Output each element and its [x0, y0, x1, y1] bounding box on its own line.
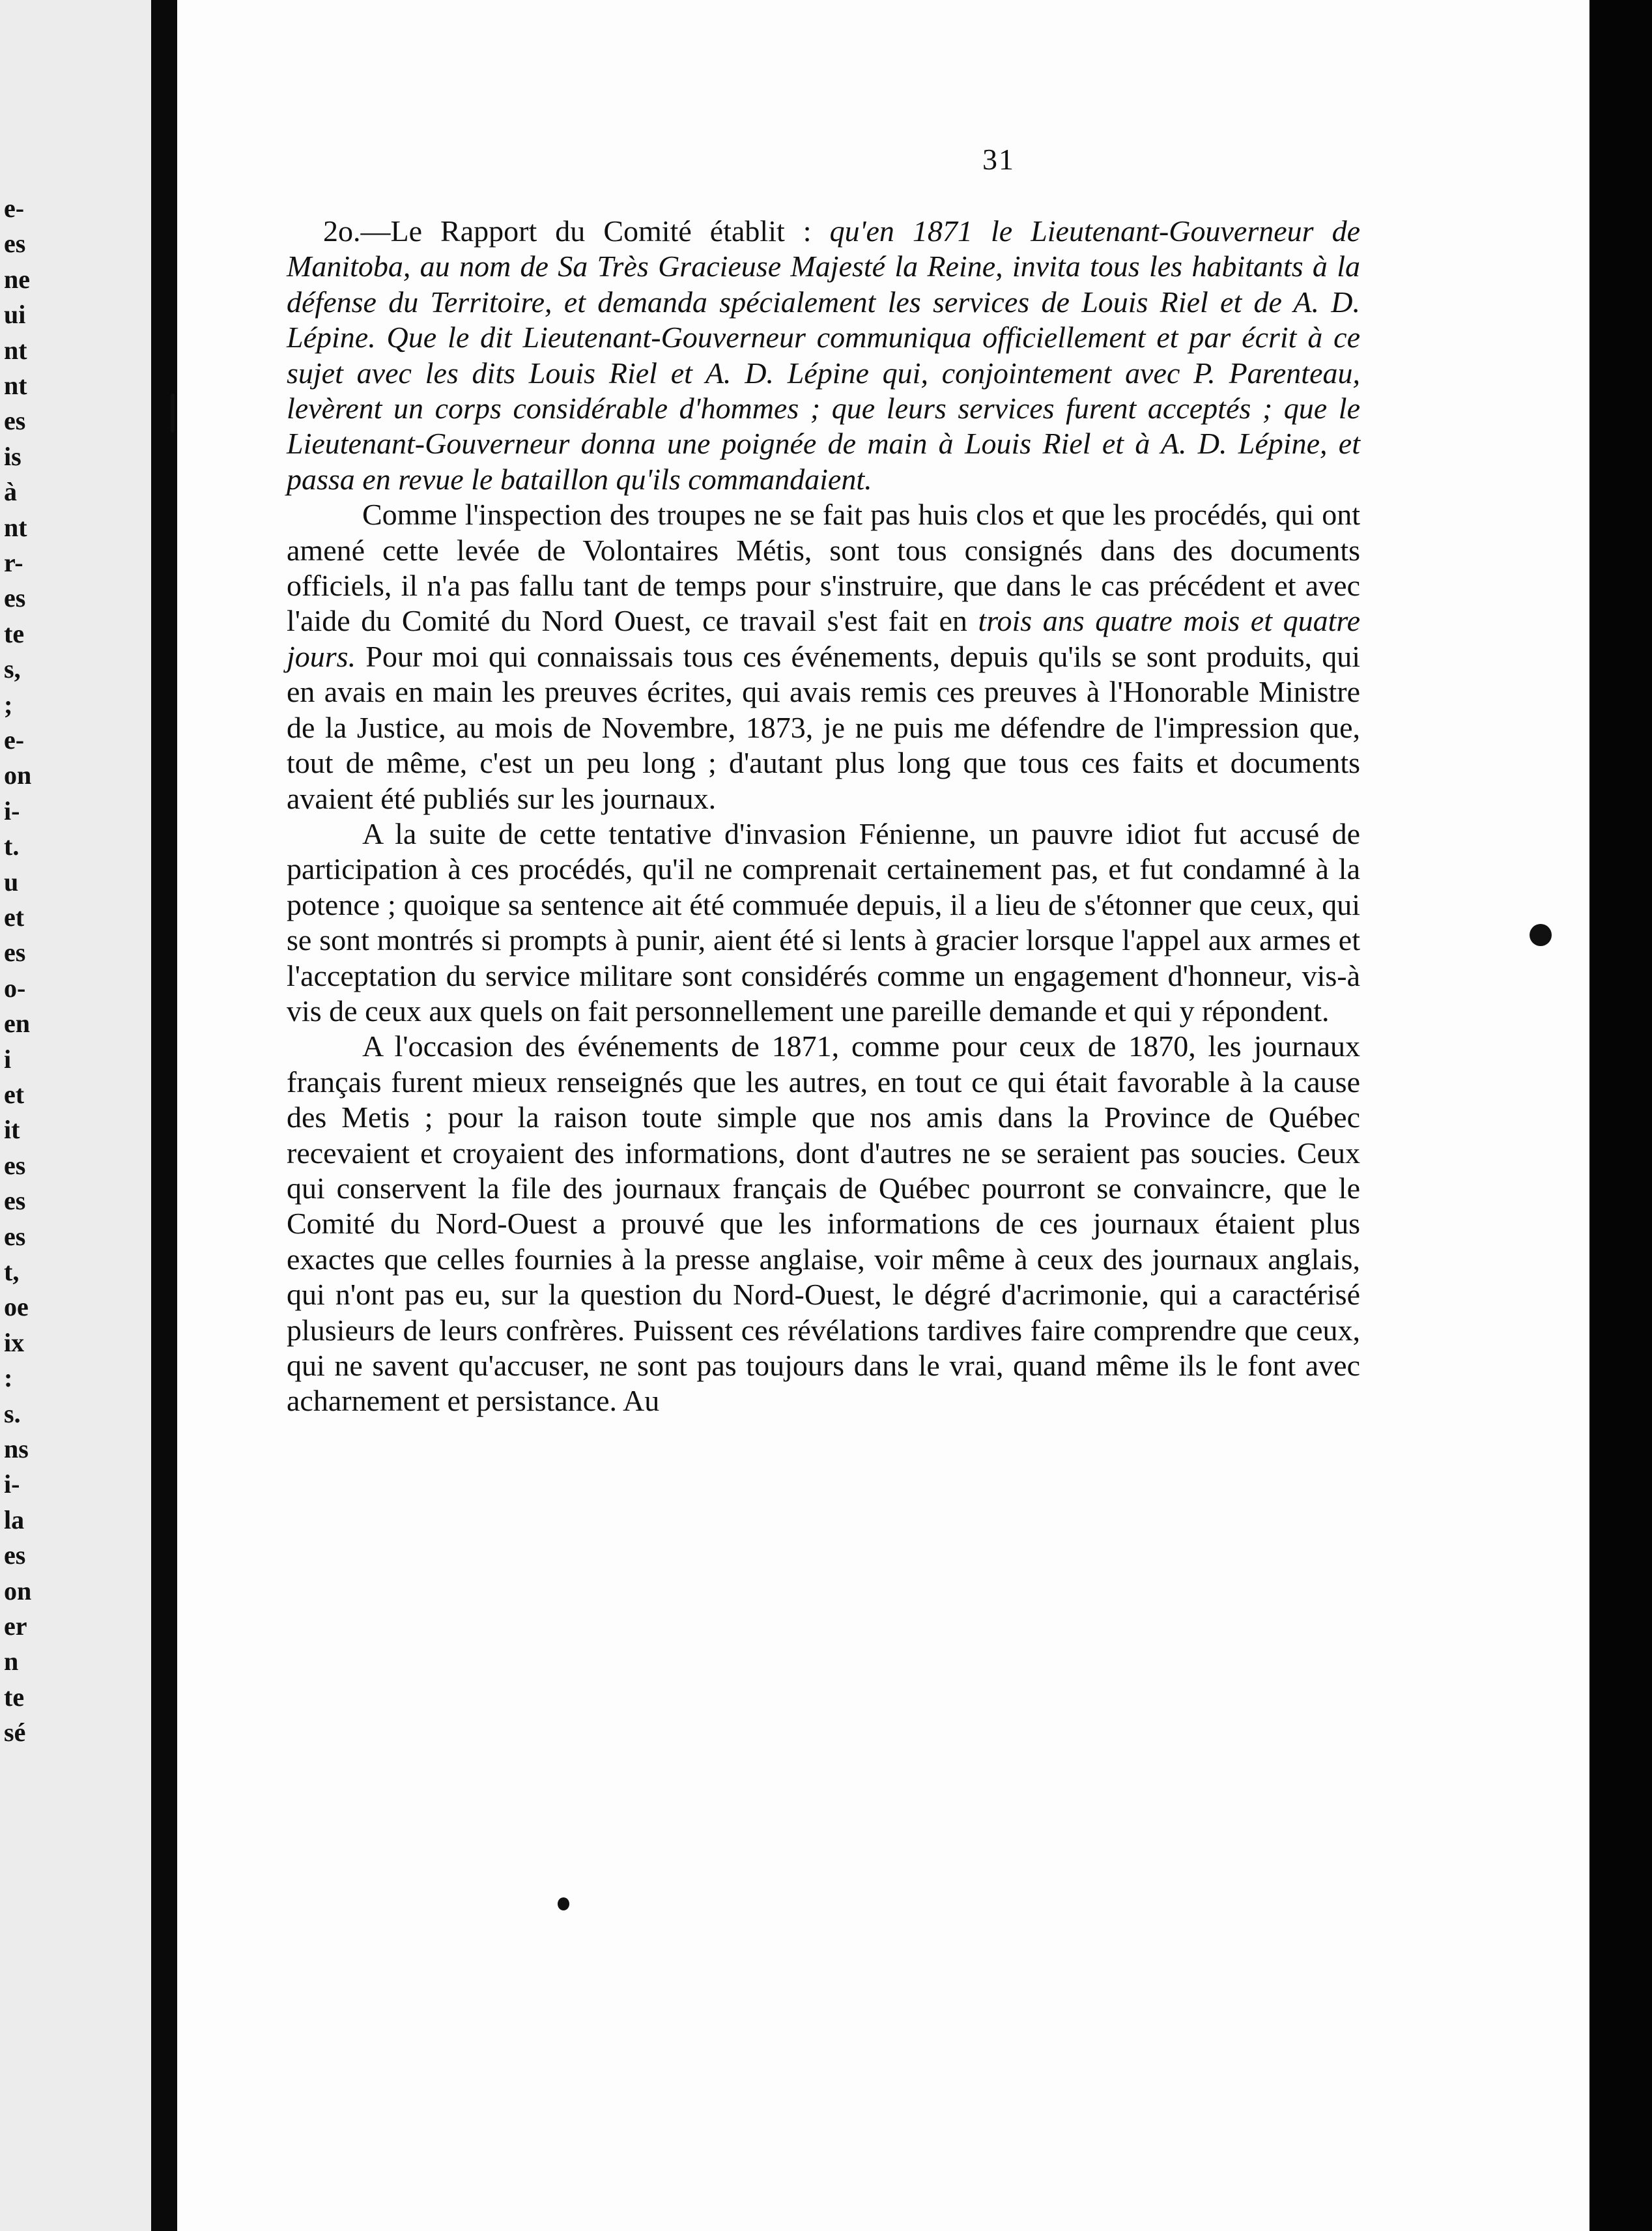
- right-page-edge: [1589, 0, 1652, 2231]
- facing-page-fragment: e-: [4, 725, 25, 755]
- facing-page-fragment: nt: [4, 335, 27, 365]
- facing-page-fragment: oe: [4, 1292, 29, 1322]
- facing-page-fragment: es: [4, 938, 26, 968]
- facing-page-fragment: es: [4, 1186, 26, 1216]
- facing-page-fragment: i-: [4, 796, 20, 826]
- facing-page-fragment: i-: [4, 1469, 20, 1499]
- binding-gutter: [151, 0, 177, 2231]
- ink-speck: [558, 1897, 569, 1910]
- facing-page-fragment: ix: [4, 1327, 25, 1357]
- facing-page-fragment: s,: [4, 654, 21, 684]
- facing-page-fragment: n: [4, 1647, 19, 1677]
- facing-page-fragment: ui: [4, 300, 26, 330]
- facing-page-fragment: it: [4, 1115, 20, 1145]
- facing-page-fragment: es: [4, 583, 26, 613]
- facing-page-fragment: nt: [4, 512, 27, 542]
- paragraph-4: [287, 1029, 1360, 1418]
- facing-page-fragment: s.: [4, 1398, 21, 1428]
- facing-page-fragment: is: [4, 441, 21, 471]
- facing-page-fragment: es: [4, 1540, 26, 1570]
- paragraph-2: [287, 497, 1360, 816]
- paragraph-3: [287, 816, 1360, 1029]
- facing-page-fragment: es: [4, 1221, 26, 1251]
- page-number: 31: [982, 143, 1015, 176]
- facing-page-fragment: on: [4, 760, 32, 790]
- facing-page-fragment: te: [4, 618, 25, 648]
- facing-page-fragment: er: [4, 1611, 27, 1641]
- facing-page-fragment: i: [4, 1044, 12, 1074]
- facing-page-fragment: t,: [4, 1257, 20, 1286]
- paragraph-2-run-3: Pour moi qui connaissais tous ces événements, depuis qu'ils se sont produits, qui en avais en main les preuves écrites, qui avais remis ces preuves à l'Honorable Ministre de la Justice, au mois de Novembre, 1873, je ne puis me défendre de l'impression que, tout de même, c'est un peu long ; d'autant plus long que tous ces faits et documents avaient été publiés sur les journaux.: [287, 639, 1360, 815]
- facing-page-fragment: on: [4, 1576, 32, 1605]
- facing-page-fragment: es: [4, 229, 26, 259]
- facing-page-fragment: ;: [4, 689, 13, 719]
- ink-speck-small: [171, 394, 175, 433]
- facing-page-fragment: o-: [4, 973, 26, 1003]
- paragraph-2-run-1: Comme l'inspection des troupes ne se fait pas huis clos et que les procédés, qui ont amené cette levée de Volontaires Métis, sont tous consignés dans des documents officiels, il n'a pas fallu tant de temps pour s'instruire, que dans le cas précédent et avec l'aide du Comité du Nord Ouest, ce travail s'est fait en: [287, 498, 1360, 638]
- facing-page-fragment: t.: [4, 831, 20, 861]
- facing-page-fragment: ns: [4, 1434, 29, 1463]
- facing-page-edge: [0, 0, 151, 2231]
- facing-page-fragment: es: [4, 1150, 26, 1180]
- body-text: [287, 214, 1360, 1419]
- facing-page-fragment: :: [4, 1363, 13, 1393]
- facing-page-fragment: te: [4, 1682, 25, 1712]
- facing-page-fragment: la: [4, 1504, 25, 1534]
- paragraph-1: [287, 214, 1360, 497]
- paragraph-1-run-1: 2o.—Le Rapport du Comité établit :: [323, 214, 830, 248]
- facing-page-fragment: e-: [4, 194, 25, 223]
- facing-page-fragment: en: [4, 1009, 30, 1039]
- facing-page-fragment: ne: [4, 264, 30, 294]
- ink-blot: [1530, 924, 1552, 946]
- paragraph-2-run-2: trois ans quatre mois et quatre jours.: [287, 604, 1360, 673]
- facing-page-fragment: à: [4, 477, 17, 507]
- facing-page-fragment: et: [4, 1080, 25, 1109]
- paragraph-4-run-1: A l'occasion des événements de 1871, comme pour ceux de 1870, les journaux français furent mieux renseignés que les autres, en tout ce qui était favorable à la cause des Metis ; pour la raison toute simple que nos amis dans la Province de Québec recevaient et croyaient des informations, dont d'autres ne se seraient pas soucies. Ceux qui conservent la file des journaux français de Québec pourront se convaincre, que le Comité du Nord-Ouest a prouvé que les informations de ces journaux étaient plus exactes que celles fournies à la presse anglaise, voir même à ceux des journaux anglais, qui n'ont pas eu, sur la question du Nord-Ouest, le dégré d'acrimonie, qui a caractérisé plusieurs de leurs confrères. Puissent ces révélations tardives faire comprendre que ceux, qui ne savent qu'accuser, ne sont pas toujours dans le vrai, quand même ils le font avec acharnement et persistance. Au: [287, 1029, 1360, 1418]
- facing-page-fragment: sé: [4, 1718, 26, 1748]
- facing-page-fragment: nt: [4, 371, 27, 400]
- facing-page-fragment: r-: [4, 548, 23, 577]
- paragraph-3-run-1: A la suite de cette tentative d'invasion Fénienne, un pauvre idiot fut accusé de participation à ces procédés, qu'il ne comprenait certainement pas, et fut condamné à la potence ; quoique sa sentence ait été commuée depuis, il a lieu de s'étonner que ceux, qui se sont montrés si prompts à punir, aient été si lents à gracier lorsque l'appel aux armes et l'acceptation du service militare sont considérés comme un engagement d'honneur, vis-à vis de ceux aux quels on fait personnellement une pareille demande et qui y répondent.: [287, 816, 1360, 1028]
- facing-page-fragment: u: [4, 867, 19, 897]
- facing-page-fragment: et: [4, 902, 25, 932]
- paragraph-1-run-2: qu'en 1871 le Lieutenant-Gouverneur de Manitoba, au nom de Sa Très Gracieuse Majesté la Reine, invita tous les habitants à la défense du Territoire, et demanda spécialement les services de Louis Riel et de A. D. Lépine. Que le dit Lieutenant-Gouverneur communiqua officiellement et par écrit à ce sujet avec les dits Louis Riel et A. D. Lépine qui, conjointement avec P. Parenteau, levèrent un corps considérable d'hommes ; que leurs services furent acceptés ; que le Lieutenant-Gouverneur donna une poignée de main à Louis Riel et à A. D. Lépine, et passa en revue le bataillon qu'ils commandaient.: [287, 214, 1360, 496]
- facing-page-fragment: es: [4, 406, 26, 436]
